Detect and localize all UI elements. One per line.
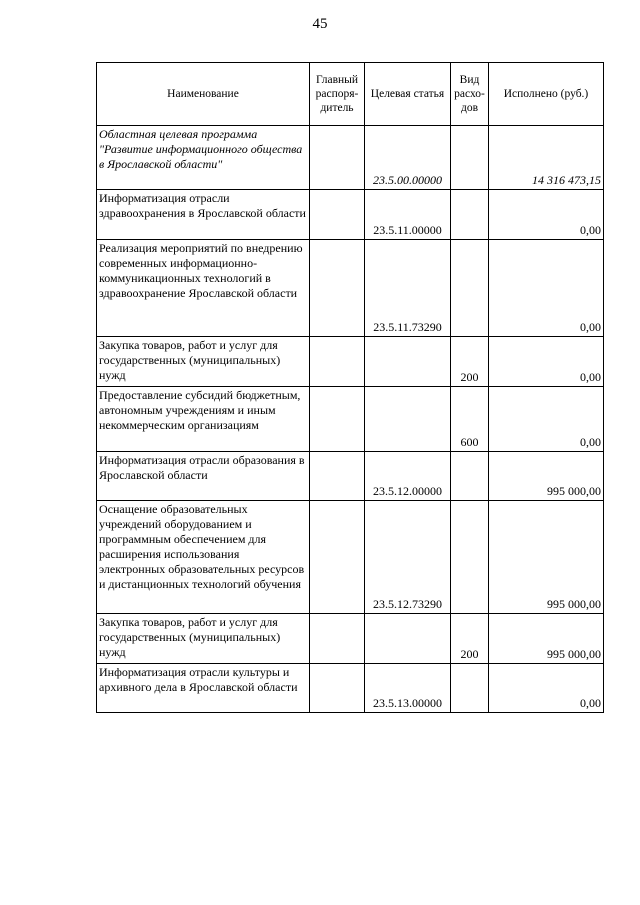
row-article	[365, 387, 451, 452]
row-name: Информатизация отрасли здравоохранения в Ярославской области	[97, 190, 310, 240]
row-type: 600	[451, 387, 489, 452]
table-row	[97, 501, 604, 614]
row-name: Закупка товаров, работ и услуг для государственных (муниципальных) нужд	[97, 337, 310, 387]
row-name: Областная целевая программа "Развитие информационного общества в Ярославской области"	[97, 126, 310, 190]
row-manager	[310, 387, 365, 452]
row-manager	[310, 190, 365, 240]
row-name: Информатизация отрасли образования в Ярославской области	[97, 452, 310, 501]
row-type	[451, 501, 489, 614]
table-row	[97, 664, 604, 713]
row-manager	[310, 664, 365, 713]
row-amount: 995 000,00	[489, 452, 604, 501]
row-article: 23.5.12.00000	[365, 452, 451, 501]
table-row	[97, 126, 604, 190]
row-amount: 14 316 473,15	[489, 126, 604, 190]
row-name: Информатизация отрасли культуры и архивного дела в Ярославской области	[97, 664, 310, 713]
row-article: 23.5.11.73290	[365, 240, 451, 337]
row-manager	[310, 614, 365, 664]
row-type	[451, 240, 489, 337]
row-manager	[310, 337, 365, 387]
row-name: Реализация мероприятий по внедрению современных информационно-коммуникационных технологий в здравоохранение Ярославской области	[97, 240, 310, 337]
table-row	[97, 387, 604, 452]
row-amount: 995 000,00	[489, 501, 604, 614]
row-type	[451, 452, 489, 501]
row-type: 200	[451, 614, 489, 664]
header-name: Наименование	[97, 63, 310, 126]
row-article	[365, 614, 451, 664]
row-article: 23.5.13.00000	[365, 664, 451, 713]
row-amount: 995 000,00	[489, 614, 604, 664]
budget-table	[96, 62, 604, 713]
row-amount: 0,00	[489, 190, 604, 240]
row-manager	[310, 452, 365, 501]
table-row	[97, 614, 604, 664]
row-type: 200	[451, 337, 489, 387]
header-target-article: Целевая статья	[365, 63, 451, 126]
row-manager	[310, 126, 365, 190]
row-article: 23.5.00.00000	[365, 126, 451, 190]
table-header-row	[97, 63, 604, 126]
row-name: Закупка товаров, работ и услуг для государственных (муниципальных) нужд	[97, 614, 310, 664]
header-expense-type: Вид расхо-дов	[451, 63, 489, 126]
page-number: 45	[312, 16, 328, 32]
row-article: 23.5.11.00000	[365, 190, 451, 240]
table-row	[97, 190, 604, 240]
row-manager	[310, 501, 365, 614]
row-amount: 0,00	[489, 240, 604, 337]
table-row	[97, 452, 604, 501]
row-name: Предоставление субсидий бюджетным, автономным учреждениям и иным некоммерческим организациям	[97, 387, 310, 452]
table-row	[97, 337, 604, 387]
header-main-manager: Главный распоря-дитель	[310, 63, 365, 126]
row-manager	[310, 240, 365, 337]
row-amount: 0,00	[489, 664, 604, 713]
table-row	[97, 240, 604, 337]
row-article	[365, 337, 451, 387]
row-amount: 0,00	[489, 337, 604, 387]
row-article: 23.5.12.73290	[365, 501, 451, 614]
row-name: Оснащение образовательных учреждений оборудованием и программным обеспечением для расширения использования электронных образовательных ресурсов и дистанционных технологий обучения	[97, 501, 310, 614]
row-type	[451, 190, 489, 240]
header-executed: Исполнено (руб.)	[489, 63, 604, 126]
row-type	[451, 664, 489, 713]
row-type	[451, 126, 489, 190]
row-amount: 0,00	[489, 387, 604, 452]
